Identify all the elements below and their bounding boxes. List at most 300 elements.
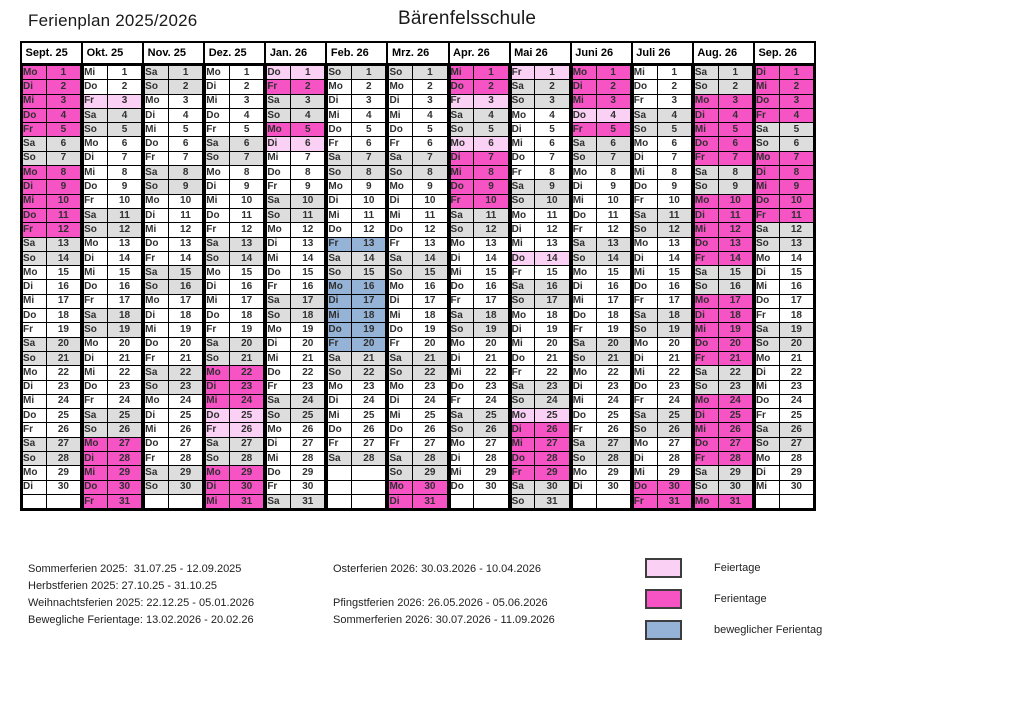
weekday-cell: Do xyxy=(267,266,291,280)
weekday-cell: Do xyxy=(389,423,413,437)
day-row xyxy=(633,323,691,337)
weekday-cell: Do xyxy=(389,323,413,337)
day-row xyxy=(389,437,447,451)
weekday-cell: Do xyxy=(694,437,718,451)
day-number-cell: 5 xyxy=(779,123,813,137)
weekday-cell: Mi xyxy=(84,366,108,380)
weekday-cell: Do xyxy=(633,480,657,494)
day-row xyxy=(511,323,569,337)
day-number-cell: 8 xyxy=(230,166,264,180)
day-row xyxy=(84,366,142,380)
weekday-cell: Mi xyxy=(450,466,474,480)
day-row xyxy=(84,166,142,180)
month-table-mai-26 xyxy=(511,43,570,509)
day-number-cell: 30 xyxy=(657,480,691,494)
day-number-cell: 23 xyxy=(168,380,202,394)
day-number-cell: 17 xyxy=(168,294,202,308)
weekday-cell: Fr xyxy=(23,223,47,237)
day-row xyxy=(84,294,142,308)
day-row xyxy=(145,309,203,323)
day-number-cell: 8 xyxy=(779,166,813,180)
day-number-cell: 5 xyxy=(596,123,630,137)
day-row xyxy=(755,323,813,337)
day-row xyxy=(145,137,203,151)
day-number-cell: 12 xyxy=(596,223,630,237)
weekday-cell: Di xyxy=(694,108,718,122)
day-row xyxy=(572,123,630,137)
day-number-cell: 25 xyxy=(779,409,813,423)
day-number-cell: 27 xyxy=(657,437,691,451)
day-number-cell: 1 xyxy=(779,65,813,80)
weekday-cell: So xyxy=(84,123,108,137)
day-number-cell: 21 xyxy=(718,351,752,365)
weekday-cell: Di xyxy=(389,394,413,408)
day-row xyxy=(511,280,569,294)
day-row xyxy=(389,237,447,251)
day-number-cell: 12 xyxy=(291,223,325,237)
day-row xyxy=(450,409,508,423)
weekday-cell: Mi xyxy=(694,223,718,237)
day-row xyxy=(84,180,142,194)
weekday-cell: Mi xyxy=(328,409,352,423)
day-number-cell: 25 xyxy=(230,409,264,423)
weekday-cell: Di xyxy=(755,466,779,480)
day-number-cell: 30 xyxy=(779,480,813,494)
day-row xyxy=(450,494,508,508)
weekday-cell: Sa xyxy=(633,208,657,222)
day-row xyxy=(328,108,386,122)
weekday-cell: Do xyxy=(23,309,47,323)
day-row xyxy=(206,309,264,323)
day-number-cell: 13 xyxy=(413,237,447,251)
day-number-cell: 10 xyxy=(230,194,264,208)
day-row xyxy=(328,466,386,480)
day-row xyxy=(511,380,569,394)
day-number-cell: 23 xyxy=(535,380,569,394)
weekday-cell: Mo xyxy=(694,194,718,208)
weekday-cell: Do xyxy=(572,309,596,323)
day-row xyxy=(23,466,81,480)
day-number-cell: 11 xyxy=(779,208,813,222)
day-row xyxy=(572,294,630,308)
month-header: Juli 26 xyxy=(633,43,691,65)
weekday-cell: Di xyxy=(633,151,657,165)
weekday-cell: Mi xyxy=(84,65,108,80)
day-number-cell: 26 xyxy=(413,423,447,437)
day-number-cell: 2 xyxy=(535,80,569,94)
weekday-cell: Di xyxy=(511,423,535,437)
day-number-cell: 7 xyxy=(46,151,80,165)
day-row xyxy=(206,266,264,280)
day-row xyxy=(267,351,325,365)
weekday-cell: Fr xyxy=(694,452,718,466)
weekday-cell: So xyxy=(511,394,535,408)
day-number-cell: 12 xyxy=(474,223,508,237)
weekday-cell: So xyxy=(23,151,47,165)
month-header: Okt. 25 xyxy=(84,43,142,65)
legend-item-beweglicher-ferientag xyxy=(645,620,822,640)
day-row xyxy=(755,351,813,365)
day-row xyxy=(389,423,447,437)
weekday-cell: Fr xyxy=(511,166,535,180)
weekday-cell: Di xyxy=(84,452,108,466)
day-row xyxy=(206,137,264,151)
weekday-cell: Mi xyxy=(572,394,596,408)
day-row xyxy=(694,409,752,423)
day-number-cell: 22 xyxy=(107,366,141,380)
weekday-cell: Fr xyxy=(755,108,779,122)
weekday-cell: Fr xyxy=(450,294,474,308)
day-row xyxy=(84,65,142,80)
day-number-cell: 9 xyxy=(474,180,508,194)
weekday-cell: Sa xyxy=(389,452,413,466)
day-row xyxy=(450,208,508,222)
day-row xyxy=(694,137,752,151)
weekday-cell: Mi xyxy=(23,394,47,408)
day-row xyxy=(328,452,386,466)
weekday-cell: Fr xyxy=(84,194,108,208)
month-table-mrz-26 xyxy=(388,43,447,509)
weekday-cell: Fr xyxy=(633,494,657,508)
day-number-cell: 11 xyxy=(657,208,691,222)
day-row xyxy=(633,452,691,466)
day-number-cell: 1 xyxy=(535,65,569,80)
day-number-cell: 8 xyxy=(352,166,386,180)
day-number-cell: 7 xyxy=(352,151,386,165)
weekday-cell: Do xyxy=(84,480,108,494)
day-number-cell: 19 xyxy=(230,323,264,337)
day-number-cell: 1 xyxy=(352,65,386,80)
day-number-cell: 17 xyxy=(535,294,569,308)
weekday-cell: Do xyxy=(572,208,596,222)
weekday-cell: So xyxy=(145,180,169,194)
weekday-cell: Di xyxy=(694,208,718,222)
day-number-cell: 29 xyxy=(474,466,508,480)
weekday-cell: So xyxy=(450,123,474,137)
day-number-cell: 21 xyxy=(107,351,141,365)
weekday-cell: Do xyxy=(328,323,352,337)
weekday-cell: Di xyxy=(267,137,291,151)
weekday-cell: Mo xyxy=(694,494,718,508)
day-number-cell: 14 xyxy=(168,251,202,265)
day-row xyxy=(572,452,630,466)
day-row xyxy=(206,480,264,494)
day-number-cell: 12 xyxy=(413,223,447,237)
weekday-cell: Fr xyxy=(84,394,108,408)
day-number-cell: 9 xyxy=(779,180,813,194)
day-row xyxy=(84,80,142,94)
weekday-cell: Di xyxy=(328,194,352,208)
weekday-cell: Mi xyxy=(633,366,657,380)
weekday-cell: Di xyxy=(23,380,47,394)
weekday-cell: Mo xyxy=(328,280,352,294)
day-row xyxy=(267,237,325,251)
day-row xyxy=(633,466,691,480)
weekday-cell: Mo xyxy=(84,337,108,351)
day-row xyxy=(145,337,203,351)
weekday-cell: Mo xyxy=(511,409,535,423)
day-number-cell: 25 xyxy=(168,409,202,423)
weekday-cell: Do xyxy=(267,466,291,480)
day-row xyxy=(389,351,447,365)
day-number-cell: 20 xyxy=(779,337,813,351)
day-row xyxy=(511,437,569,451)
day-row xyxy=(23,380,81,394)
weekday-cell: Mo xyxy=(328,80,352,94)
day-row xyxy=(328,337,386,351)
weekday-cell: Fr xyxy=(328,137,352,151)
weekday-cell: So xyxy=(389,466,413,480)
day-number-cell: 2 xyxy=(657,80,691,94)
weekday-cell: Do xyxy=(633,280,657,294)
day-number-cell: 28 xyxy=(230,452,264,466)
day-row xyxy=(206,452,264,466)
day-number-cell: 26 xyxy=(779,423,813,437)
day-row xyxy=(206,94,264,108)
day-row xyxy=(145,180,203,194)
weekday-cell: Mi xyxy=(267,251,291,265)
month-header: Feb. 26 xyxy=(328,43,386,65)
day-row xyxy=(84,266,142,280)
day-number-cell: 9 xyxy=(535,180,569,194)
day-row xyxy=(23,223,81,237)
day-number-cell: 7 xyxy=(474,151,508,165)
weekday-cell: Sa xyxy=(450,208,474,222)
day-number-cell: 23 xyxy=(596,380,630,394)
day-number-cell: 14 xyxy=(413,251,447,265)
month-table-okt-25 xyxy=(83,43,142,509)
day-number-cell: 13 xyxy=(596,237,630,251)
weekday-cell: Mo xyxy=(23,366,47,380)
day-row xyxy=(755,94,813,108)
weekday-cell: So xyxy=(84,323,108,337)
day-row xyxy=(206,251,264,265)
weekday-cell: So xyxy=(145,380,169,394)
legend-line-pfingstferien-2026: Pfingstferien 2026: 26.05.2026 - 05.06.2026 xyxy=(333,597,548,609)
day-number-cell: 21 xyxy=(46,351,80,365)
day-row xyxy=(145,380,203,394)
day-number-cell: 7 xyxy=(230,151,264,165)
weekday-cell: So xyxy=(572,151,596,165)
day-row xyxy=(633,494,691,508)
day-number-cell: 26 xyxy=(168,423,202,437)
day-number-cell: 1 xyxy=(596,65,630,80)
day-number-cell: 22 xyxy=(718,366,752,380)
weekday-cell: Di xyxy=(450,452,474,466)
day-number-cell: 16 xyxy=(596,280,630,294)
day-row xyxy=(694,394,752,408)
day-number-cell: 9 xyxy=(657,180,691,194)
page-title: Ferienplan 2025/2026 xyxy=(28,11,198,30)
weekday-cell: Fr xyxy=(755,309,779,323)
day-number-cell: 16 xyxy=(657,280,691,294)
day-row xyxy=(328,65,386,80)
day-row xyxy=(572,137,630,151)
weekday-cell: So xyxy=(511,94,535,108)
day-row xyxy=(145,366,203,380)
legend-line-blank xyxy=(333,578,555,595)
weekday-cell: Sa xyxy=(23,337,47,351)
day-row xyxy=(572,409,630,423)
day-row xyxy=(328,280,386,294)
day-number-cell: 4 xyxy=(718,108,752,122)
day-row xyxy=(572,423,630,437)
day-number-cell: 23 xyxy=(474,380,508,394)
day-number-cell: 13 xyxy=(657,237,691,251)
day-number-cell: 29 xyxy=(230,466,264,480)
weekday-cell: Fr xyxy=(206,223,230,237)
day-number-cell: 27 xyxy=(718,437,752,451)
day-number-cell: 30 xyxy=(230,480,264,494)
weekday-cell: Fr xyxy=(23,123,47,137)
weekday-cell: Sa xyxy=(206,337,230,351)
day-row xyxy=(755,251,813,265)
day-number-cell: 26 xyxy=(718,423,752,437)
weekday-cell: Mi xyxy=(23,194,47,208)
weekday-cell: Mo xyxy=(694,394,718,408)
weekday-cell: Di xyxy=(633,251,657,265)
day-row xyxy=(389,494,447,508)
weekday-cell: Di xyxy=(84,151,108,165)
day-row xyxy=(389,151,447,165)
day-row xyxy=(755,166,813,180)
weekday-cell: Fr xyxy=(267,380,291,394)
day-row xyxy=(23,180,81,194)
day-row xyxy=(267,223,325,237)
weekday-cell: Di xyxy=(328,294,352,308)
day-number-cell: 12 xyxy=(779,223,813,237)
day-number-cell: 25 xyxy=(535,409,569,423)
day-number-cell: 24 xyxy=(168,394,202,408)
day-number-cell: 23 xyxy=(291,380,325,394)
day-row xyxy=(84,337,142,351)
day-row xyxy=(328,166,386,180)
day-row xyxy=(450,480,508,494)
weekday-cell: Di xyxy=(267,337,291,351)
day-row xyxy=(23,437,81,451)
day-row xyxy=(84,480,142,494)
weekday-cell: Fr xyxy=(267,280,291,294)
day-row xyxy=(450,266,508,280)
day-number-cell xyxy=(352,480,386,494)
day-row xyxy=(450,309,508,323)
day-row xyxy=(206,337,264,351)
day-row xyxy=(328,366,386,380)
day-row xyxy=(511,366,569,380)
day-row xyxy=(694,108,752,122)
day-number-cell: 19 xyxy=(291,323,325,337)
day-number-cell: 26 xyxy=(46,423,80,437)
weekday-cell: Fr xyxy=(572,123,596,137)
day-number-cell xyxy=(474,494,508,508)
day-row xyxy=(694,94,752,108)
day-row xyxy=(145,65,203,80)
weekday-cell: Do xyxy=(206,409,230,423)
weekday-cell: Mo xyxy=(572,366,596,380)
day-number-cell: 30 xyxy=(291,480,325,494)
day-number-cell: 22 xyxy=(46,366,80,380)
weekday-cell: So xyxy=(572,452,596,466)
day-number-cell: 19 xyxy=(413,323,447,337)
day-row xyxy=(694,380,752,394)
day-row xyxy=(328,151,386,165)
day-number-cell: 8 xyxy=(718,166,752,180)
day-row xyxy=(572,394,630,408)
month-header: Sept. 25 xyxy=(23,43,81,65)
weekday-cell: So xyxy=(145,480,169,494)
day-row xyxy=(755,366,813,380)
day-row xyxy=(755,466,813,480)
weekday-cell: Mo xyxy=(206,466,230,480)
weekday-cell: Fr xyxy=(572,323,596,337)
day-row xyxy=(267,194,325,208)
day-row xyxy=(450,108,508,122)
day-row xyxy=(694,123,752,137)
weekday-cell: Di xyxy=(450,151,474,165)
day-number-cell: 8 xyxy=(657,166,691,180)
legend-line-sommerferien-2025: Sommerferien 2025: 31.07.25 - 12.09.2025 xyxy=(28,563,242,575)
day-number-cell: 4 xyxy=(46,108,80,122)
day-row xyxy=(328,394,386,408)
weekday-cell: Do xyxy=(633,80,657,94)
day-number-cell: 28 xyxy=(535,452,569,466)
day-number-cell: 9 xyxy=(107,180,141,194)
day-number-cell: 17 xyxy=(657,294,691,308)
weekday-cell: Do xyxy=(633,380,657,394)
day-row xyxy=(84,409,142,423)
day-row xyxy=(755,437,813,451)
day-row xyxy=(572,323,630,337)
day-number-cell: 10 xyxy=(168,194,202,208)
day-number-cell: 15 xyxy=(413,266,447,280)
day-number-cell: 7 xyxy=(413,151,447,165)
day-row xyxy=(267,323,325,337)
weekday-cell: Fr xyxy=(694,251,718,265)
day-number-cell: 8 xyxy=(596,166,630,180)
day-row xyxy=(84,123,142,137)
weekday-cell: So xyxy=(755,437,779,451)
weekday-cell: Di xyxy=(389,94,413,108)
day-number-cell: 30 xyxy=(168,480,202,494)
day-row xyxy=(328,251,386,265)
day-number-cell: 17 xyxy=(352,294,386,308)
month-header: Mai 26 xyxy=(511,43,569,65)
day-row xyxy=(450,137,508,151)
weekday-cell: Sa xyxy=(755,423,779,437)
day-number-cell: 20 xyxy=(535,337,569,351)
day-row xyxy=(755,151,813,165)
day-row xyxy=(511,237,569,251)
day-row xyxy=(572,480,630,494)
weekday-cell: Do xyxy=(511,452,535,466)
day-number-cell: 2 xyxy=(230,80,264,94)
day-number-cell: 18 xyxy=(168,309,202,323)
day-row xyxy=(267,494,325,508)
legend-line-osterferien-2026: Osterferien 2026: 30.03.2026 - 10.04.2026 xyxy=(333,563,541,575)
day-number-cell: 29 xyxy=(291,466,325,480)
weekday-cell: Mo xyxy=(755,251,779,265)
weekday-cell: Mo xyxy=(511,208,535,222)
day-row xyxy=(511,123,569,137)
day-number-cell: 7 xyxy=(535,151,569,165)
day-row xyxy=(328,294,386,308)
month-header: Mrz. 26 xyxy=(389,43,447,65)
day-number-cell: 16 xyxy=(718,280,752,294)
day-number-cell: 10 xyxy=(107,194,141,208)
weekday-cell: So xyxy=(755,237,779,251)
day-row xyxy=(145,494,203,508)
weekday-cell: Mi xyxy=(572,194,596,208)
